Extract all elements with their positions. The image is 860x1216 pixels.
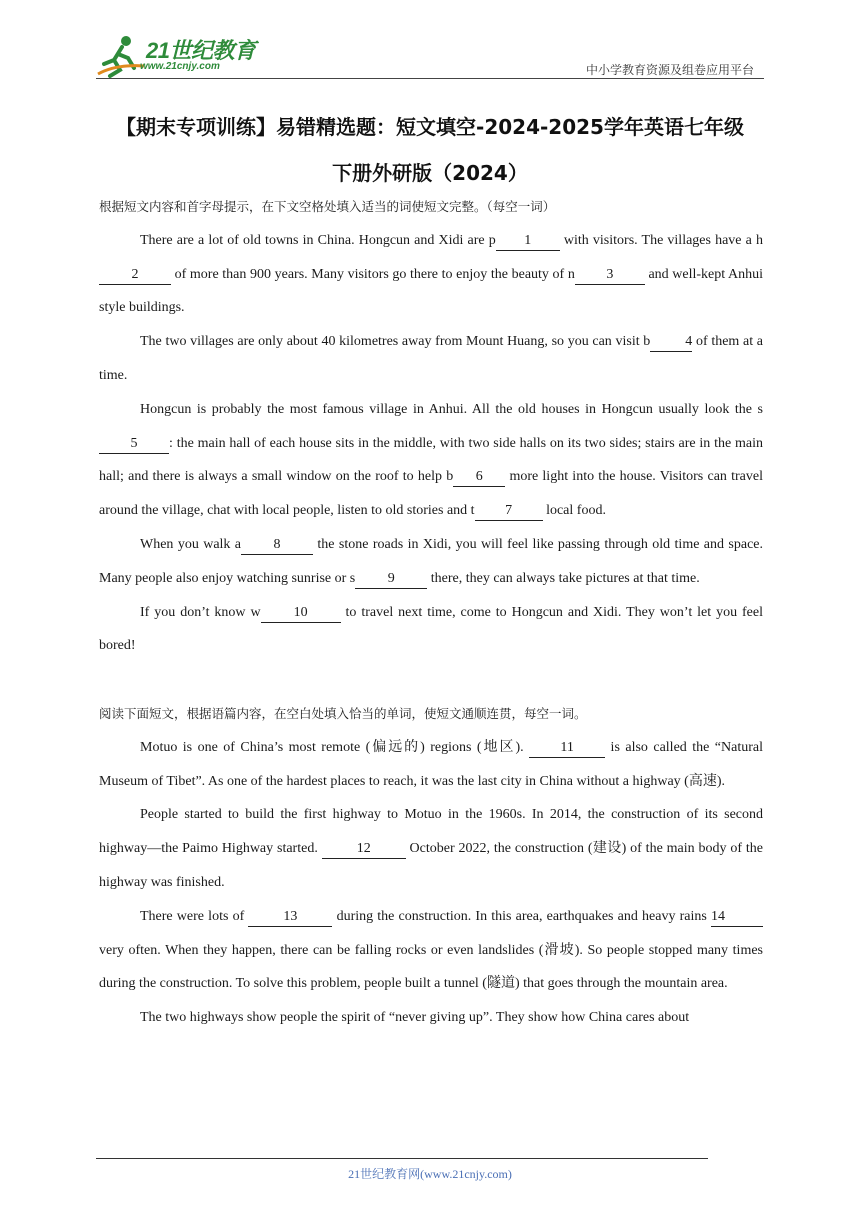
blank-1[interactable]: 1 (496, 232, 560, 251)
blank-6[interactable]: 6 (453, 468, 505, 487)
page-header (0, 0, 860, 80)
header-divider (96, 78, 764, 79)
document-body (99, 190, 763, 1035)
footer-link[interactable]: 21世纪教育网(www.21cnjy.com) (348, 1167, 512, 1181)
paragraph: Hongcun is probably the most famous village in Anhui. All the old houses in Hongcun usually look the s5 : the main hall of each house sits in the middle, with two side halls on its two sides; stairs are in the main hall; and there is always a small window on the roof to help b 6 more light into the house. Visitors can travel around the village, chat with local people, listen to old stories and t 7 local food. (99, 393, 763, 528)
blank-4[interactable]: 4 (650, 333, 692, 352)
blank-7[interactable]: 7 (475, 502, 543, 521)
blank-12[interactable]: 12 (322, 840, 406, 859)
blank-8[interactable]: 8 (241, 536, 313, 555)
section-gap (99, 663, 763, 697)
document-title (90, 104, 770, 196)
footer-divider (96, 1158, 708, 1159)
paragraph: People started to build the first highway to Motuo in the 1960s. In 2014, the construction of its second highway—the Paimo Highway started. 12 October 2022, the construction (建设) of the main body of the highway was finished. (99, 807, 763, 890)
paragraph: If you don’t know w 10 to travel next time, come to Hongcun and Xidi. They won’t let you feel bored! (99, 604, 763, 654)
logo-text: 21世纪教育 (146, 38, 256, 63)
paragraph: When you walk a 8 the stone roads in Xidi, you will feel like passing through old time and space. Many people also enjoy watching sunrise or s 9 there, they can always take pictures at that time. (99, 528, 763, 596)
site-logo[interactable] (96, 34, 266, 78)
blank-2[interactable]: 2 (99, 266, 171, 285)
paragraph: The two villages are only about 40 kilometres away from Mount Huang, so you can visit b 4 of them at a time. (99, 334, 763, 383)
blank-10[interactable]: 10 (261, 604, 341, 623)
blank-11[interactable]: 11 (529, 739, 605, 758)
runner-icon (96, 34, 146, 78)
section1-instruction: 根据短文内容和首字母提示，在下文空格处填入适当的词使短文完整。（每空一词） (99, 199, 556, 214)
blank-5[interactable]: 5 (99, 435, 169, 454)
title-line-1: 【期末专项训练】易错精选题：短文填空-2024-2025学年英语七年级 (116, 115, 744, 139)
title-line-2: 下册外研版（2024） (332, 161, 528, 185)
paragraph: There were lots of 13 during the construction. In this area, earthquakes and heavy rains 14 very often. When they happen, there can be falling rocks or even landslides (滑坡). So people stopped many times during the construction. To solve this problem, people built a tunnel (隧道) that goes through the mountain area. (99, 908, 763, 992)
paragraph: The two highways show people the spirit of “never giving up”. They show how China cares about (140, 1010, 690, 1026)
logo-url: www.21cnjy.com (140, 61, 220, 72)
blank-14[interactable]: 14 (711, 908, 763, 927)
header-platform-text: 中小学教育资源及组卷应用平台 (585, 63, 754, 77)
paragraph: There are a lot of old towns in China. Hongcun and Xidi are p 1 with visitors. The villages have a h2 of more than 900 years. Many visitors go there to enjoy the beauty of n 3 and well-kept Anhui style buildings. (99, 232, 764, 316)
section2-instruction: 阅读下面短文，根据语篇内容，在空白处填入恰当的单词，使短文通顺连贯，每空一词。 (99, 705, 587, 721)
blank-3[interactable]: 3 (575, 266, 645, 285)
blank-13[interactable]: 13 (248, 908, 332, 927)
blank-9[interactable]: 9 (355, 570, 427, 589)
paragraph: Motuo is one of China’s most remote (偏远的) regions (地区). 11 is also called the “Natural Museum of Tibet”. As one of the hardest places to reach, it was the last city in China without a highway (高速). (99, 739, 763, 789)
